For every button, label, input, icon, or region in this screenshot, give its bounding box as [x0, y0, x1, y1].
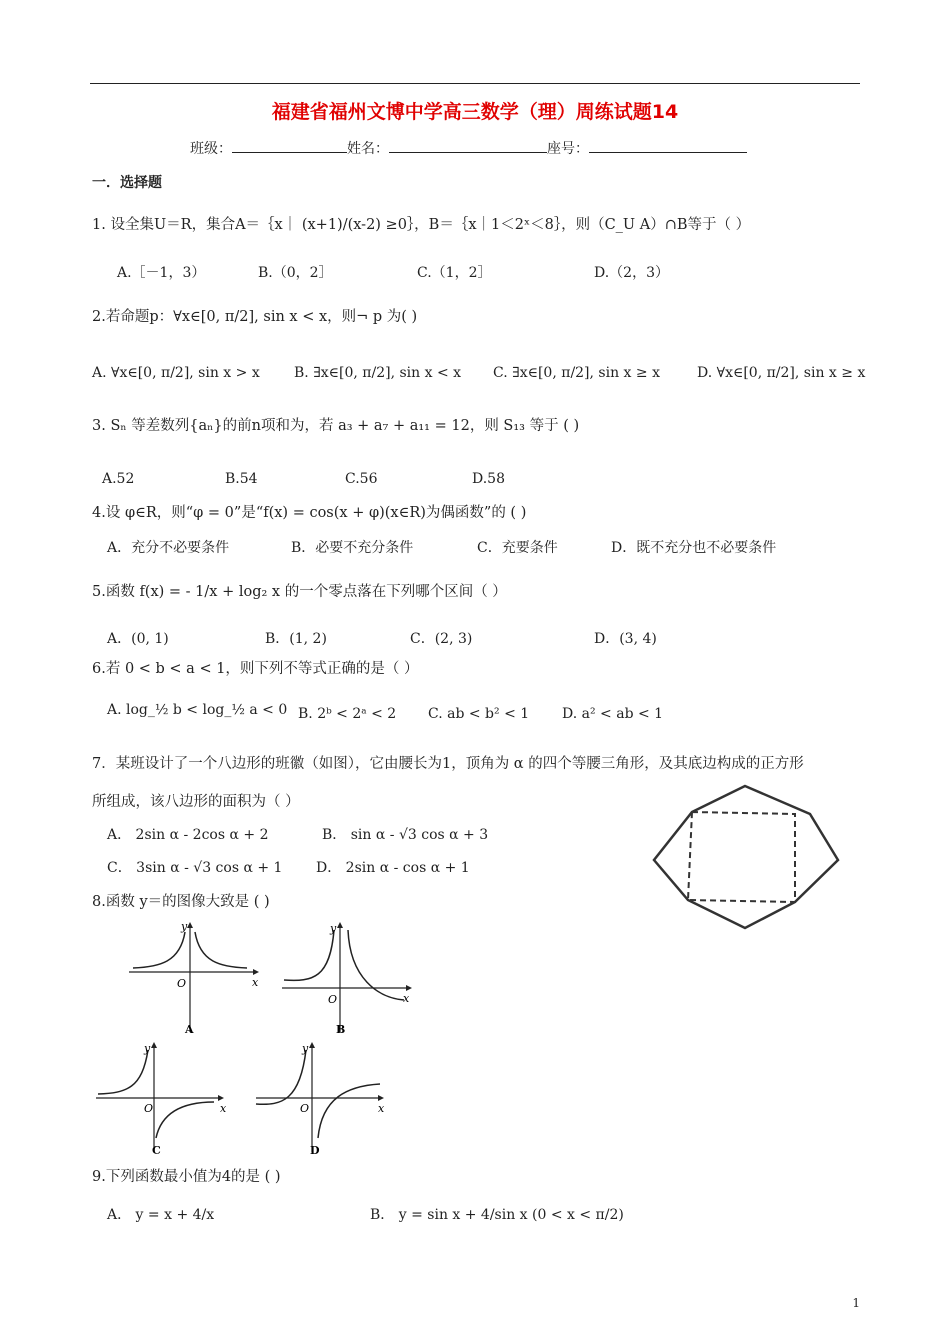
- q3-option-c: C.56: [345, 471, 378, 487]
- student-info-fields: [190, 138, 747, 158]
- page-title: 福建省福州文博中学高三数学（理）周练试题14: [271, 101, 679, 123]
- question-1-stem: 1. 设全集U＝R，集合A＝｛x｜ (x+1)/(x-2) ≥0｝，B＝｛x｜1＜2ˣ＜8｝，则（C_U A）∩B等于（ ）: [92, 217, 751, 233]
- q4-option-d: D．既不充分也不必要条件: [611, 540, 777, 556]
- graph-c-origin-label: O: [144, 1102, 154, 1115]
- graph-c-caption: C: [152, 1144, 161, 1157]
- question-7-stem-line1: 7．某班设计了一个八边形的班徽（如图），它由腰长为1，顶角为 α 的四个等腰三角形，及其底边构成的正方形: [92, 756, 804, 772]
- graph-b-origin-label: O: [328, 993, 338, 1006]
- graph-a: [125, 920, 265, 1042]
- question-4-stem: 4.设 φ∈R，则“φ = 0”是“f(x) = cos(x + φ)(x∈R)为偶函数”的 ( ): [92, 505, 527, 521]
- q6-option-d: D. a² < ab < 1: [562, 706, 664, 722]
- question-7-stem-line2: 所组成，该八边形的面积为（ ）: [92, 794, 300, 810]
- q1-option-b: B.（0，2］: [258, 265, 333, 281]
- q2-option-d: D. ∀x∈[0, π/2], sin x ≥ x: [697, 365, 866, 381]
- q4-option-b: B．必要不充分条件: [291, 540, 414, 556]
- graph-d-caption: D: [310, 1144, 320, 1157]
- class-blank[interactable]: [232, 138, 347, 153]
- question-3-stem: 3. Sₙ 等差数列{aₙ}的前n项和为，若 a₃ + a₇ + a₁₁ = 12，则 S₁₃ 等于 ( ): [92, 418, 580, 434]
- graph-b: [278, 920, 418, 1042]
- q4-option-c: C．充要条件: [477, 540, 558, 556]
- q5-option-b: B．(1, 2): [265, 631, 327, 647]
- question-8-stem: 8.函数 y＝的图像大致是 ( ): [92, 894, 270, 910]
- q2-option-c: C. ∃x∈[0, π/2], sin x ≥ x: [493, 365, 660, 381]
- graph-a-caption: A: [185, 1023, 194, 1036]
- q9-option-b: B． y = sin x + 4/sin x (0 < x < π/2): [370, 1207, 624, 1223]
- q2-option-a: A. ∀x∈[0, π/2], sin x > x: [92, 365, 260, 381]
- graph-d: [252, 1040, 392, 1160]
- question-2-stem: 2.若命题p：∀x∈[0, π/2], sin x < x，则¬ p 为( ): [92, 309, 418, 325]
- graph-a-x-label: x: [252, 976, 259, 989]
- q7-option-a: A． 2sin α - 2cos α + 2: [107, 827, 269, 843]
- question-9-stem: 9.下列函数最小值为4的是 ( ): [92, 1169, 281, 1185]
- graph-c-x-label: x: [220, 1102, 227, 1115]
- q9-option-a: A． y = x + 4/x: [107, 1207, 215, 1223]
- name-blank[interactable]: [389, 138, 547, 153]
- q4-option-a: A．充分不必要条件: [107, 540, 230, 556]
- graph-b-y-label: y: [330, 922, 337, 935]
- seat-label: 座号：: [547, 141, 589, 157]
- q6-option-a: A. log_½ b < log_½ a < 0: [107, 702, 288, 718]
- graph-d-x-label: x: [378, 1102, 385, 1115]
- class-label: 班级：: [190, 141, 232, 157]
- q1-option-c: C.（1，2］: [417, 265, 492, 281]
- section-heading: 一．选择题: [92, 175, 162, 191]
- question-6-stem: 6.若 0 < b < a < 1，则下列不等式正确的是（ ）: [92, 661, 419, 677]
- graph-d-origin-label: O: [300, 1102, 310, 1115]
- q5-option-d: D．(3, 4): [594, 631, 657, 647]
- q7-option-d: D． 2sin α - cos α + 1: [316, 860, 470, 876]
- q5-option-c: C．(2, 3): [410, 631, 473, 647]
- q3-option-a: A.52: [102, 471, 135, 487]
- q6-option-b: B. 2ᵇ < 2ᵃ < 2: [298, 706, 397, 722]
- q5-option-a: A．(0, 1): [107, 631, 169, 647]
- graph-a-y-label: y: [181, 920, 188, 933]
- question-5-stem: 5.函数 f(x) = - 1/x + log₂ x 的一个零点落在下列哪个区间（ ）: [92, 584, 507, 600]
- seat-blank[interactable]: [589, 138, 747, 153]
- graph-b-x-label: x: [403, 992, 410, 1005]
- q7-option-c: C． 3sin α - √3 cos α + 1: [107, 860, 283, 876]
- q6-option-c: C. ab < b² < 1: [428, 706, 530, 722]
- name-label: 姓名：: [347, 141, 389, 157]
- graph-c-y-label: y: [144, 1042, 151, 1055]
- graph-d-y-label: y: [302, 1042, 309, 1055]
- q7-option-b: B． sin α - √3 cos α + 3: [322, 827, 489, 843]
- page-number: 1: [852, 1296, 860, 1310]
- q1-option-a: A.［－1，3）: [117, 265, 206, 281]
- q3-option-d: D.58: [472, 471, 505, 487]
- q3-option-b: B.54: [225, 471, 258, 487]
- graph-b-caption: B: [336, 1023, 346, 1036]
- q2-option-b: B. ∃x∈[0, π/2], sin x < x: [294, 365, 462, 381]
- q1-option-d: D.（2，3）: [594, 265, 669, 281]
- graph-c: [92, 1040, 232, 1160]
- header-rule: [90, 83, 860, 84]
- octagon-badge-figure: [650, 782, 840, 930]
- graph-a-origin-label: O: [177, 977, 187, 990]
